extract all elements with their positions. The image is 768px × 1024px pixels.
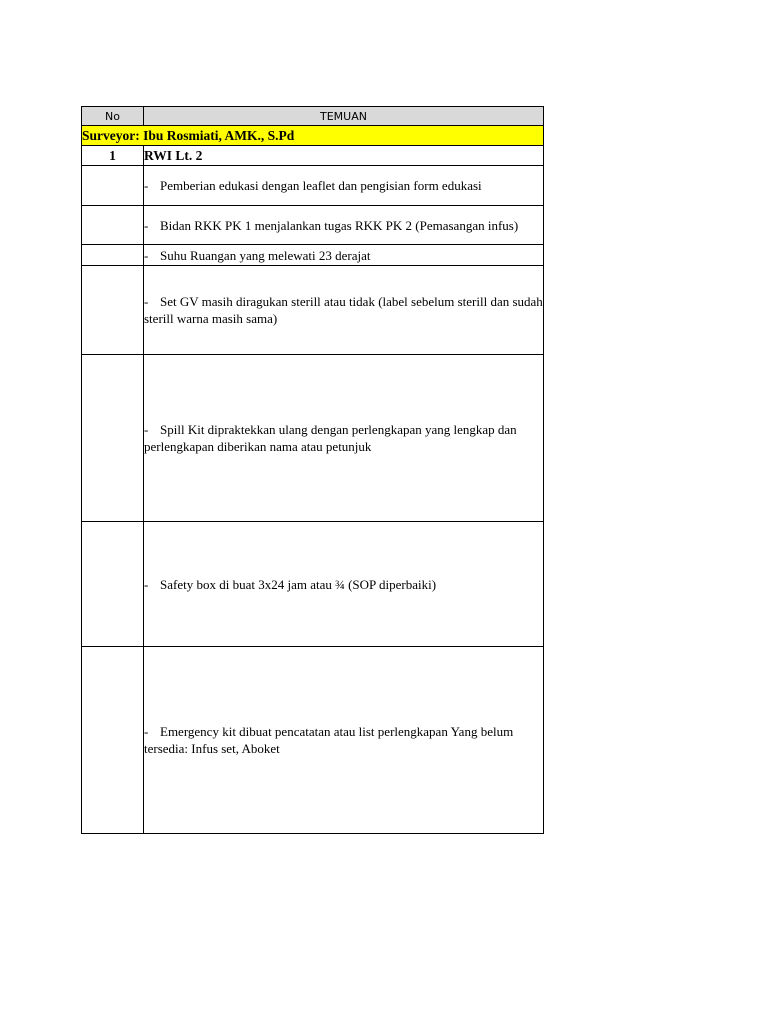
table-header-row bbox=[82, 107, 544, 126]
row-number-cell bbox=[82, 647, 144, 834]
header-temuan: TEMUAN bbox=[144, 107, 544, 126]
finding-cell bbox=[144, 355, 544, 522]
surveyor-row bbox=[82, 126, 544, 146]
bullet-dash: - bbox=[144, 294, 149, 309]
finding-text: Bidan RKK PK 1 menjalankan tugas RKK PK 2 (Pemasangan infus) bbox=[160, 217, 519, 233]
finding-cell bbox=[144, 206, 544, 245]
finding-text: Suhu Ruangan yang melewati 23 derajat bbox=[160, 247, 371, 263]
table-row bbox=[82, 206, 544, 245]
section-row bbox=[82, 146, 544, 166]
row-number-cell bbox=[82, 245, 144, 266]
row-number-cell bbox=[82, 166, 144, 206]
table-row bbox=[82, 266, 544, 355]
finding-cell bbox=[144, 166, 544, 206]
bullet-dash: - bbox=[144, 178, 149, 193]
row-number-cell bbox=[82, 266, 144, 355]
finding-text: Pemberian edukasi dengan leaflet dan pengisian form edukasi bbox=[160, 178, 482, 193]
bullet-dash: - bbox=[144, 217, 149, 233]
finding-text: Set GV masih diragukan sterill atau tidak (label sebelum sterill dan sudah sterill warna masih sama) bbox=[144, 294, 543, 326]
finding-cell bbox=[144, 647, 544, 834]
surveyor-label: Surveyor: Ibu Rosmiati, AMK., S.Pd bbox=[82, 126, 544, 146]
bullet-dash: - bbox=[144, 422, 149, 437]
finding-cell bbox=[144, 245, 544, 266]
row-number-cell bbox=[82, 206, 144, 245]
table-row bbox=[82, 166, 544, 206]
bullet-dash: - bbox=[144, 724, 149, 739]
section-title: RWI Lt. 2 bbox=[144, 146, 544, 166]
bullet-dash: - bbox=[144, 247, 149, 263]
section-number: 1 bbox=[82, 146, 144, 166]
finding-cell bbox=[144, 522, 544, 647]
table-row bbox=[82, 355, 544, 522]
table-row bbox=[82, 522, 544, 647]
findings-table bbox=[81, 106, 544, 834]
finding-cell bbox=[144, 266, 544, 355]
table-row bbox=[82, 647, 544, 834]
row-number-cell bbox=[82, 522, 144, 647]
finding-text: Safety box di buat 3x24 jam atau ¾ (SOP diperbaiki) bbox=[160, 576, 437, 592]
finding-text: Spill Kit dipraktekkan ulang dengan perlengkapan yang lengkap dan perlengkapan diberikan nama atau petunjuk bbox=[144, 422, 517, 454]
table-row bbox=[82, 245, 544, 266]
bullet-dash: - bbox=[144, 576, 149, 592]
row-number-cell bbox=[82, 355, 144, 522]
finding-text: Emergency kit dibuat pencatatan atau list perlengkapan Yang belum tersedia: Infus set, Aboket bbox=[144, 724, 514, 756]
header-no: No bbox=[82, 107, 144, 126]
